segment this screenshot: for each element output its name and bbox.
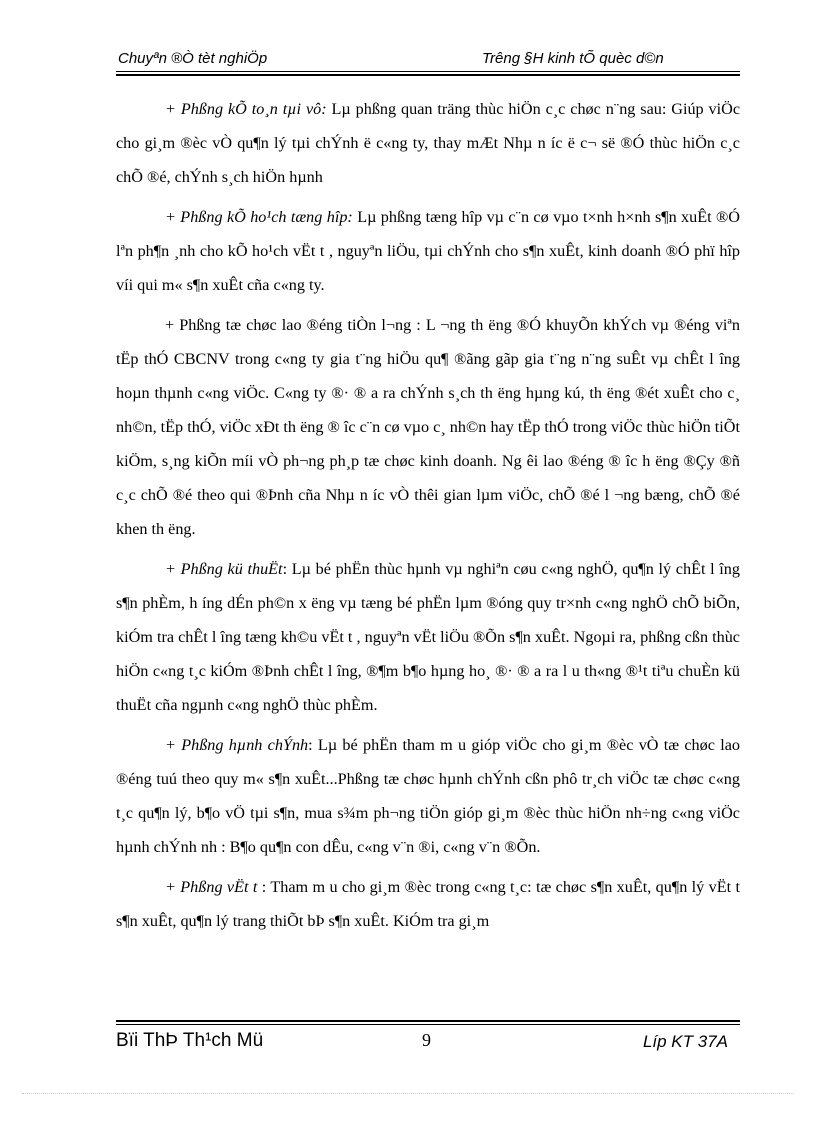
footer-class: Líp KT 37A [642, 1032, 728, 1051]
paragraph-text: : Tham m u cho gi¸m ®èc trong c«ng t¸c: tæ chøc s¶n xuÊt, qu¶n lý vËt t s¶n xuÊt, qu¶n lý trang thiÕt bÞ s¶n xuÊt. KiÓm tra gi¸m [116, 878, 740, 930]
page-footer [116, 1030, 740, 1060]
paragraph-lead: + Phßng kÕ ho¹ch tæng hîp: [165, 208, 353, 226]
paragraph-administration [116, 728, 740, 864]
footer-author: Bïi ThÞ Th¹ch Mü [116, 1030, 264, 1051]
footer-rule-thin [116, 1024, 740, 1025]
paragraph-lead: + Phßng hµnh chÝnh [165, 736, 309, 754]
paragraph-accounting [116, 92, 740, 194]
paragraph-text: : Lµ bé phËn tham m u gióp viÖc cho gi¸m ®èc vÒ tæ chøc lao ®éng tuú theo quy m« s¶n xuÊt...Phßng tæ chøc hµnh chÝnh cßn phô tr¸ch viÖc tæ chøc c«ng t¸c qu¶n lý, b¶o vÖ tµi s¶n, mua s¾m ph¬ng tiÖn gióp gi¸m ®èc thùc hiÖn nh÷ng c«ng viÖc hµnh chÝnh nh : B¶o qu¶n con dÊu, c«ng v¨n ®i, c«ng v¨n ®Õn. [116, 736, 740, 856]
footer-rule-thick [116, 1020, 740, 1022]
page-number: 9 [422, 1030, 431, 1050]
paragraph-text: Lµ phßng quan träng thùc hiÖn c¸c chøc n¨ng sau: Giúp viÖc cho gi¸m ®èc vÒ qu¶n lý tµi chÝnh ë c«ng ty, thay mÆt Nhµ n íc ë c¬ së ®Ó thùc hiÖn c¸c chÕ ®é, chÝnh s¸ch hiÖn hµnh [116, 100, 740, 186]
header-rule-thin [116, 71, 740, 72]
paragraph-planning [116, 200, 740, 302]
paragraph-text: Lµ phßng tæng hîp vµ c¨n cø vµo t×nh h×nh s¶n xuÊt ®Ó lªn ph¶n ¸nh cho kÕ ho¹ch vËt t , nguyªn liÖu, tµi chÝnh cho s¶n xuÊt, kinh doanh ®Ó phï hîp víi qui m« s¶n xuÊt cña c«ng ty. [116, 208, 740, 294]
paragraph-text: : Lµ bé phËn thùc hµnh vµ nghiªn cøu c«ng nghÖ, qu¶n lý chÊt l îng s¶n phÈm, h íng dÉn ph©n x ëng vµ tæng bé phËn lµm ®óng quy tr×nh c«ng nghÖ chÕ biÕn, kiÓm tra chÊt l îng tæng kh©u vËt t , nguyªn vËt liÖu ®Õn s¶n xuÊt. Ngoµi ra, phßng cßn thùc hiÖn c«ng t¸c kiÓm ®Þnh chÊt l îng, ®¶m b¶o hµng ho¸ ®· ® a ra l u th«ng ®¹t tiªu chuÈn kü thuËt cña ngµnh c«ng nghÖ thùc phÈm. [116, 560, 740, 714]
page-bottom-dotted-line [22, 1093, 794, 1094]
paragraph-labor [116, 308, 740, 546]
header-document-type: Chuyªn ®Ò tèt nghiÖp [118, 50, 268, 67]
header-rule-thick [116, 74, 740, 76]
paragraph-text: + Phßng tæ chøc lao ®éng tiÒn l¬ng : L ¬ng th ëng ®Ó khuyÕn khÝch vµ ®éng viªn tËp thÓ CBCNV trong c«ng ty gia t¨ng hiÖu qu¶ ®ãng gãp gia t¨ng n¨ng suÊt vµ chÊt l îng hoµn thµnh c«ng viÖc. C«ng ty ®· ® a ra chÝnh s¸ch th ëng hµng kú, th ëng ®ét xuÊt cho c¸ nh©n, tËp thÓ, viÖc xÐt th ëng ® îc c¨n cø vµo c¸ nh©n hay tËp thÓ trong viÖc thùc hiÖn tiÕt kiÖm, s¸ng kiÕn míi vÒ ph¬ng ph¸p tæ chøc kinh doanh. Ng êi lao ®éng ® îc h ëng ®Çy ®ñ c¸c chÕ ®é theo qui ®Þnh cña Nhµ n íc vÒ thêi gian lµm viÖc, chÕ ®é l ¬ng bæng, chÕ ®é khen th ëng. [116, 316, 740, 538]
paragraph-technical [116, 552, 740, 722]
paragraph-lead: + Phßng kÕ to¸n tµi vô: [165, 100, 327, 118]
paragraph-lead: + Phßng kü thuËt [165, 560, 283, 578]
paragraph-materials [116, 870, 740, 938]
paragraph-lead: + Phßng vËt t [165, 878, 262, 896]
document-body [116, 92, 740, 944]
page-header [116, 46, 740, 70]
header-university: Trêng §H kinh tÕ quèc d©n [482, 50, 664, 67]
